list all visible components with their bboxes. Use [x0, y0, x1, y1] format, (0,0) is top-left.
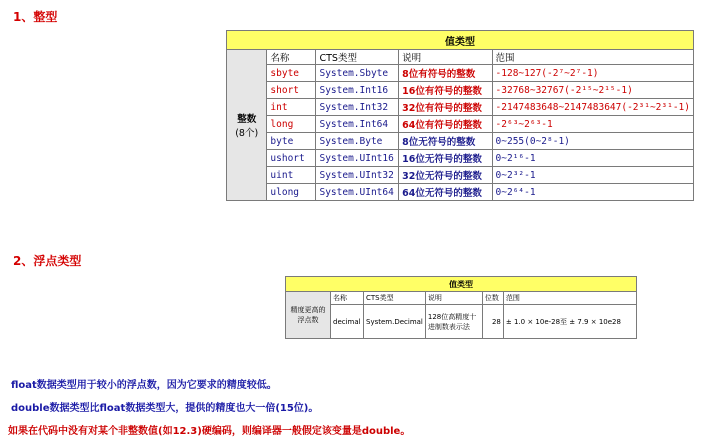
- table-row: [227, 184, 694, 201]
- cts-type: System.Sbyte: [316, 65, 399, 82]
- default-double-note: 如果在代码中没有对某个非整数值(如12.3)硬编码，则编译器一般假定该变量是double。: [8, 426, 411, 437]
- cts-type: System.Int32: [316, 99, 399, 116]
- group-label: 精度更高的浮点数: [286, 292, 331, 339]
- cts-type: System.Decimal: [364, 305, 426, 339]
- table-row: [227, 82, 694, 99]
- table-row: [227, 65, 694, 82]
- col-header-name: 名称: [267, 50, 316, 65]
- cts-type: System.Int64: [316, 116, 399, 133]
- type-name: byte: [267, 133, 316, 150]
- type-range: -2⁶³~2⁶³-1: [492, 116, 693, 133]
- type-name: decimal: [331, 305, 364, 339]
- type-name: sbyte: [267, 65, 316, 82]
- integer-types-table: [226, 30, 694, 201]
- type-bits: 28: [482, 305, 503, 339]
- type-desc: 32位有符号的整数: [399, 99, 492, 116]
- type-desc: 16位无符号的整数: [399, 150, 492, 167]
- type-range: 0~2⁶⁴-1: [492, 184, 693, 201]
- type-name: uint: [267, 167, 316, 184]
- type-range: 0~2¹⁶-1: [492, 150, 693, 167]
- type-desc: 8位无符号的整数: [399, 133, 492, 150]
- type-desc: 16位有符号的整数: [399, 82, 492, 99]
- type-range: 0~2³²-1: [492, 167, 693, 184]
- table-row: [227, 150, 694, 167]
- type-desc: 32位无符号的整数: [399, 167, 492, 184]
- type-desc: 128位高精度十进制数表示法: [425, 305, 482, 339]
- table-row: [227, 116, 694, 133]
- col-header-range: 范围: [503, 292, 636, 305]
- cts-type: System.Int16: [316, 82, 399, 99]
- col-header-cts: CTS类型: [364, 292, 426, 305]
- type-name: int: [267, 99, 316, 116]
- group-label: 整数: [237, 114, 257, 125]
- type-range: -2147483648~2147483647(-2³¹~2³¹-1): [492, 99, 693, 116]
- type-range: ± 1.0 × 10e-28至 ± 7.9 × 10e28: [503, 305, 636, 339]
- col-header-name: 名称: [331, 292, 364, 305]
- cts-type: System.UInt64: [316, 184, 399, 201]
- float-note: float数据类型用于较小的浮点数，因为它要求的精度较低。: [11, 380, 277, 391]
- col-header-cts: CTS类型: [316, 50, 399, 65]
- section-1-title: 1、整型: [13, 10, 58, 24]
- table-row: [227, 133, 694, 150]
- section-2-title: 2、浮点类型: [13, 254, 82, 268]
- type-range: -32768~32767(-2¹⁵~2¹⁵-1): [492, 82, 693, 99]
- group-cell: [227, 50, 267, 201]
- table-row: [286, 305, 637, 339]
- double-note: double数据类型比float数据类型大，提供的精度也大一倍(15位)。: [11, 403, 319, 414]
- type-name: long: [267, 116, 316, 133]
- type-range: -128~127(-2⁷~2⁷-1): [492, 65, 693, 82]
- type-desc: 64位有符号的整数: [399, 116, 492, 133]
- cts-type: System.Byte: [316, 133, 399, 150]
- type-name: short: [267, 82, 316, 99]
- type-name: ushort: [267, 150, 316, 167]
- col-header-bits: 位数: [482, 292, 503, 305]
- table-caption: 值类型: [227, 31, 694, 50]
- col-header-desc: 说明: [425, 292, 482, 305]
- col-header-desc: 说明: [399, 50, 492, 65]
- cts-type: System.UInt32: [316, 167, 399, 184]
- type-desc: 64位无符号的整数: [399, 184, 492, 201]
- type-desc: 8位有符号的整数: [399, 65, 492, 82]
- cts-type: System.UInt16: [316, 150, 399, 167]
- group-count: (8个): [235, 128, 259, 139]
- table-row: [227, 99, 694, 116]
- type-name: ulong: [267, 184, 316, 201]
- col-header-range: 范围: [492, 50, 693, 65]
- type-range: 0~255(0~2⁸-1): [492, 133, 693, 150]
- table-caption: 值类型: [286, 277, 637, 292]
- decimal-type-table: [285, 276, 637, 339]
- table-row: [227, 167, 694, 184]
